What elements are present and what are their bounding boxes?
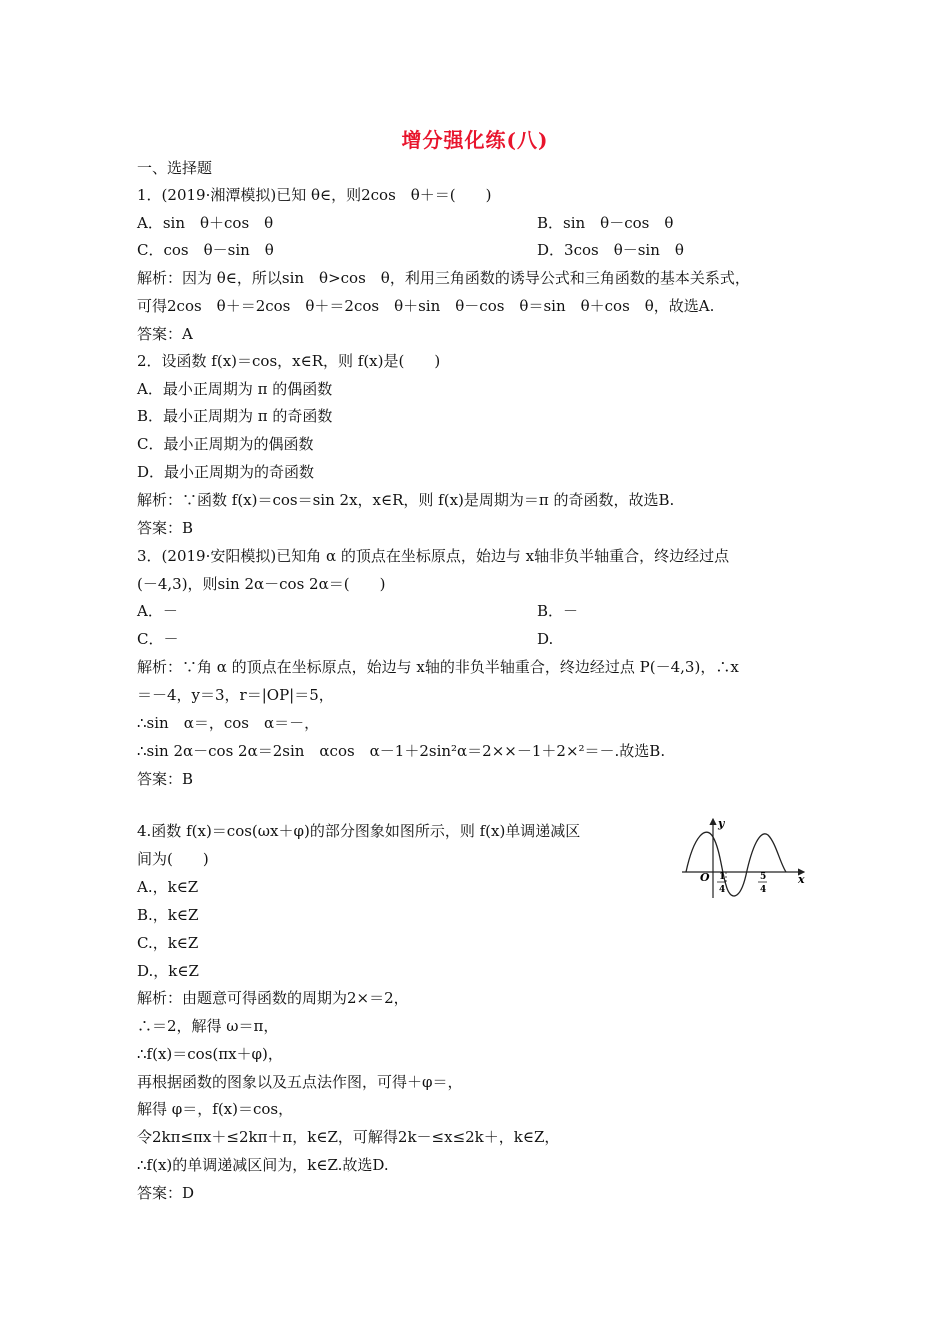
- text-line: A．sin θ＋cos θ: [137, 214, 274, 232]
- text-line: A.，k∈Z: [137, 878, 199, 896]
- cosine-graph: [680, 815, 810, 900]
- x-axis-label: x: [798, 873, 805, 886]
- text-line: 解析：∵角 α 的顶点在坐标原点，始边与 x轴的非负半轴重合，终边经过点 P(－4,3)，∴x: [137, 658, 739, 676]
- text-line: B．－: [537, 602, 579, 620]
- text-line: ＝－4，y＝3，r＝|OP|＝5，: [137, 686, 334, 704]
- text-line: B.，k∈Z: [137, 906, 199, 924]
- text-line: (－4,3)，则sin 2α－cos 2α＝( ): [137, 575, 386, 593]
- text-line: A．最小正周期为 π 的偶函数: [137, 380, 333, 398]
- text-line: D.，k∈Z: [137, 962, 199, 980]
- text-line: 再根据函数的图象以及五点法作图，可得＋φ＝，: [137, 1073, 463, 1091]
- text-line: ∴f(x)的单调递减区间为，k∈Z.故选D.: [137, 1156, 389, 1174]
- text-line: 3．(2019·安阳模拟)已知角 α 的顶点在坐标原点，始边与 x轴非负半轴重合，终边经过点: [137, 547, 730, 565]
- document-title: 增分强化练(八): [401, 128, 549, 152]
- text-line: 答案：D: [137, 1184, 195, 1202]
- text-line: 一、选择题: [137, 159, 213, 177]
- text-line: 1．(2019·湘潭模拟)已知 θ∈，则2cos θ＋＝( ): [137, 186, 492, 204]
- origin-label: O: [700, 871, 710, 884]
- text-line: B．sin θ－cos θ: [537, 214, 674, 232]
- text-line: B．最小正周期为 π 的奇函数: [137, 407, 333, 425]
- text-line: ∴f(x)＝cos(πx＋φ)，: [137, 1045, 283, 1063]
- text-line: D．最小正周期为的奇函数: [137, 463, 315, 481]
- text-line: 令2kπ≤πx＋≤2kπ＋π，k∈Z，可解得2k－≤x≤2k＋，k∈Z，: [137, 1128, 560, 1146]
- text-line: C.，k∈Z: [137, 934, 199, 952]
- tick-label-2-numerator: 5: [760, 872, 767, 882]
- text-line: A．－: [137, 602, 178, 620]
- text-line: C．－: [137, 630, 179, 648]
- text-line: ∴sin 2α－cos 2α＝2sin αcos α－1＋2sin²α＝2××－1＋2×²＝－.故选B.: [137, 742, 666, 760]
- text-line: 解析：∵函数 f(x)＝cos＝sin 2x，x∈R，则 f(x)是周期为＝π 的奇函数，故选B.: [137, 491, 675, 509]
- text-line: C．最小正周期为的偶函数: [137, 435, 314, 453]
- text-line: 间为( ): [137, 850, 209, 868]
- y-axis-label: y: [718, 817, 725, 830]
- text-line: ∴＝2，解得 ω＝π，: [137, 1017, 279, 1035]
- text-line: D.: [537, 630, 554, 648]
- text-line: 解得 φ＝，f(x)＝cos，: [137, 1100, 294, 1118]
- text-line: 可得2cos θ＋＝2cos θ＋＝2cos θ＋sin θ－cos θ＝sin θ＋cos θ，故选A.: [137, 297, 715, 315]
- text-line: C．cos θ－sin θ: [137, 241, 274, 259]
- text-line: 答案：A: [137, 325, 193, 343]
- text-line: ∴sin α＝，cos α＝－，: [137, 714, 320, 732]
- text-line: D．3cos θ－sin θ: [537, 241, 684, 259]
- text-line: 答案：B: [137, 519, 194, 537]
- tick-label-1-numerator: 1: [719, 872, 726, 882]
- text-line: 4.函数 f(x)＝cos(ωx＋φ)的部分图象如图所示，则 f(x)单调递减区: [137, 822, 581, 840]
- tick-label-1-denominator: 4: [719, 885, 726, 895]
- text-line: 2．设函数 f(x)＝cos，x∈R，则 f(x)是( ): [137, 352, 441, 370]
- text-line: 答案：B: [137, 770, 194, 788]
- tick-label-2-denominator: 4: [760, 885, 767, 895]
- text-line: 解析：因为 θ∈，所以sin θ>cos θ，利用三角函数的诱导公式和三角函数的基本关系式，: [137, 269, 750, 287]
- text-line: 解析：由题意可得函数的周期为2×＝2，: [137, 989, 409, 1007]
- cosine-curve: [686, 832, 786, 896]
